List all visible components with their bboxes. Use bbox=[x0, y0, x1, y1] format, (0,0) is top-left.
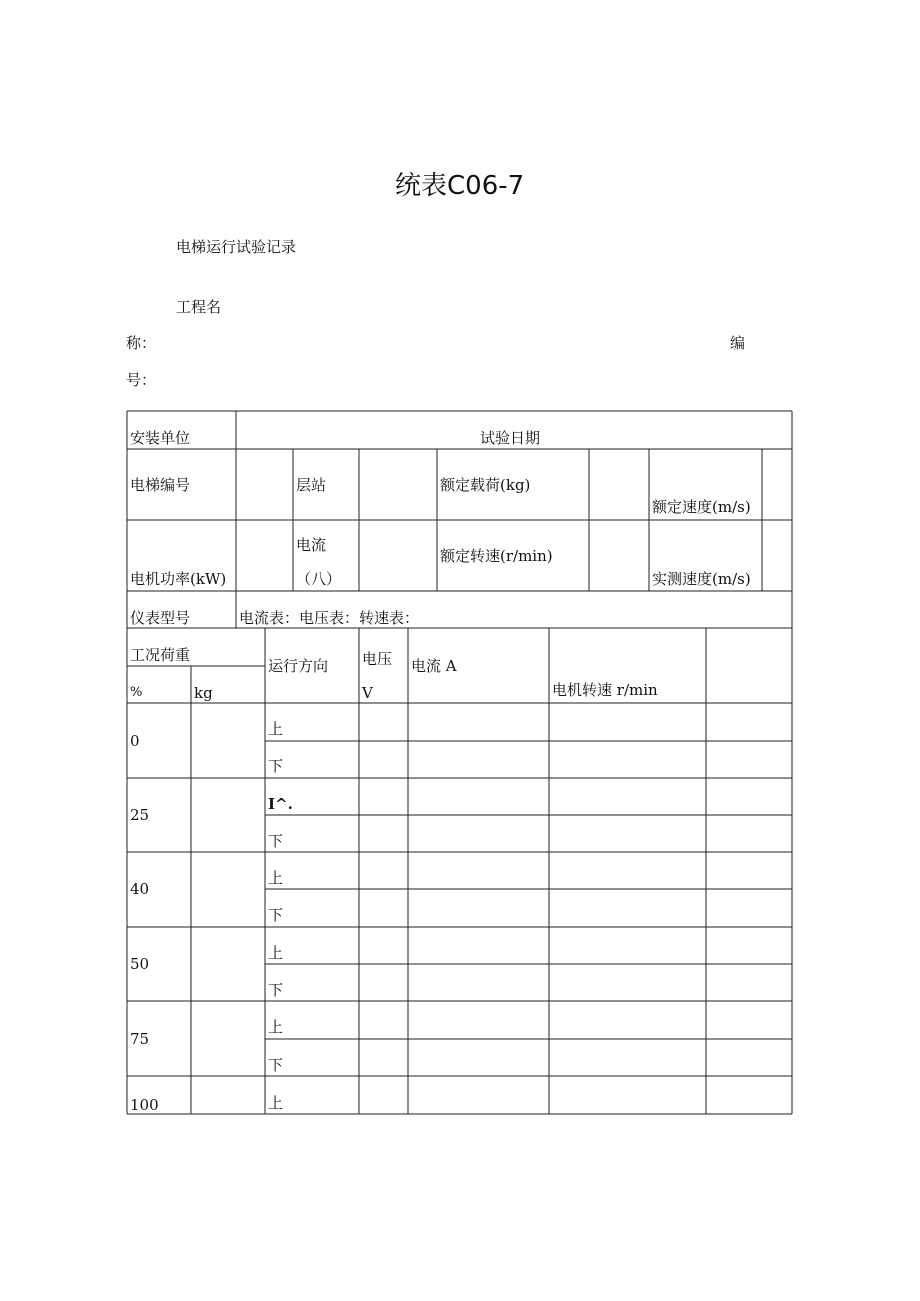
number-label-cont: 号： bbox=[126, 371, 157, 389]
number-label: 编 bbox=[730, 334, 746, 352]
row-pct: 50 bbox=[130, 955, 150, 973]
elevator-no-label: 电梯编号 bbox=[130, 476, 191, 494]
load-header: 工况荷重 bbox=[130, 646, 191, 664]
instruments-label: 电流表：电压表：转速表： bbox=[239, 609, 420, 627]
test-date-label: 试验日期 bbox=[480, 429, 541, 447]
row-pct: 25 bbox=[130, 806, 150, 824]
direction-header: 运行方向 bbox=[268, 657, 329, 675]
row-down: 下 bbox=[268, 832, 284, 850]
kg-header: kg bbox=[194, 684, 213, 702]
row-down: 下 bbox=[268, 1056, 284, 1074]
rated-rpm-label: 额定转速(r/min) bbox=[440, 547, 553, 565]
project-name-label-cont: 称： bbox=[126, 334, 157, 352]
motor-power-label: 电机功率(kW) bbox=[130, 570, 227, 588]
pct-header: % bbox=[130, 685, 143, 700]
row-up: 上 bbox=[268, 1094, 284, 1112]
row-pct: 75 bbox=[130, 1030, 150, 1048]
motor-rpm-header: 电机转速 r/min bbox=[552, 681, 658, 699]
current-unit-label: （八） bbox=[296, 570, 342, 588]
row-up: 上 bbox=[268, 1018, 284, 1036]
row-up: 上 bbox=[268, 720, 284, 738]
current-a-header: 电流 A bbox=[411, 657, 457, 675]
voltage-header: 电压 bbox=[362, 650, 393, 668]
instrument-model-label: 仪表型号 bbox=[130, 609, 191, 627]
install-unit-label: 安装单位 bbox=[130, 429, 191, 447]
measured-speed-label: 实测速度(m/s) bbox=[652, 570, 751, 588]
row-down: 下 bbox=[268, 981, 284, 999]
row-pct: 0 bbox=[130, 732, 140, 750]
row-pct: 40 bbox=[130, 880, 150, 898]
row-up: 上 bbox=[268, 944, 284, 962]
floor-station-label: 层站 bbox=[296, 476, 327, 494]
project-name-label: 工程名 bbox=[176, 298, 222, 316]
rated-speed-label: 额定速度(m/s) bbox=[652, 498, 751, 516]
form-code: 统表C06-7 bbox=[395, 171, 525, 201]
voltage-unit-header: V bbox=[362, 684, 373, 702]
row-pct: 100 bbox=[130, 1096, 159, 1114]
form-title: 电梯运行试验记录 bbox=[176, 238, 297, 256]
row-up: I^. bbox=[268, 795, 293, 813]
row-down: 下 bbox=[268, 757, 284, 775]
current-label: 电流 bbox=[296, 536, 327, 554]
row-down: 下 bbox=[268, 906, 284, 924]
row-up: 上 bbox=[268, 869, 284, 887]
rated-load-label: 额定载荷(kg) bbox=[440, 476, 531, 494]
